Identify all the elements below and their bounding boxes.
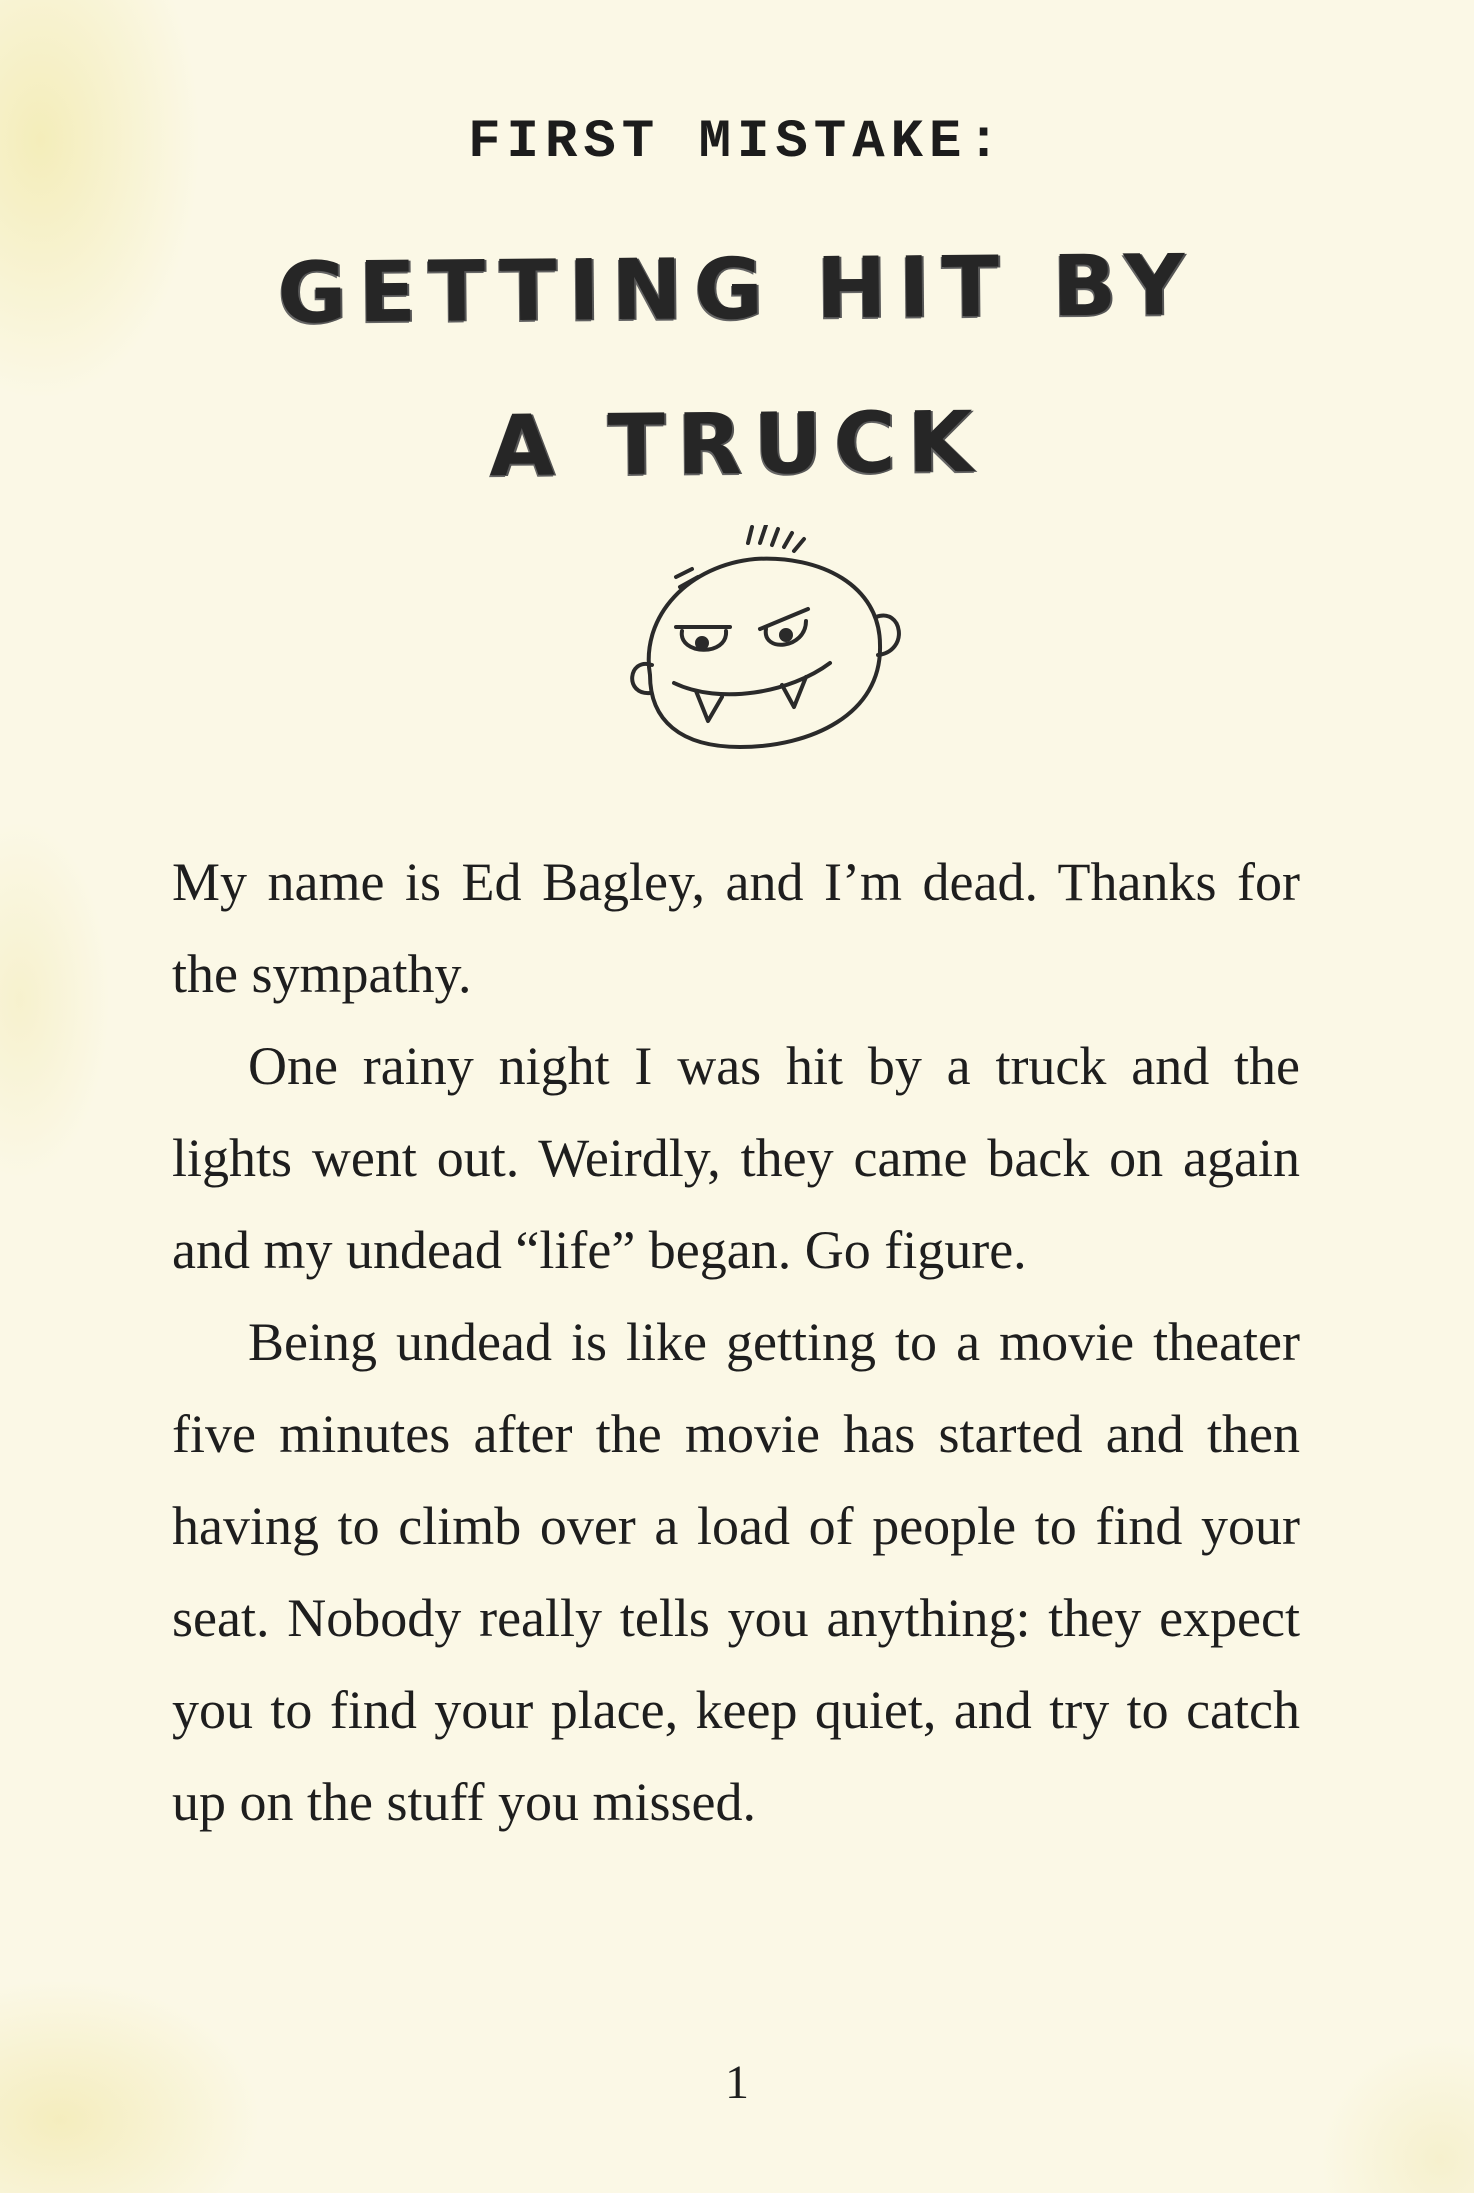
chapter-title-line-1: GETTING HIT BY: [277, 235, 1197, 343]
paragraph: Being undead is like getting to a movie theater five minutes after the movie has started and then having to climb over a load of people to find your seat. Nobody really tells you anything: they expect you to find your place, keep quiet, and try to catch up on the stuff you missed.: [172, 1312, 1300, 1832]
zombie-face-icon: [580, 525, 920, 765]
paragraph: One rainy night I was hit by a truck and the lights went out. Weirdly, they came back on again and my undead “life” began. Go figure.: [172, 1036, 1300, 1280]
paragraph: My name is Ed Bagley, and I’m dead. Thanks for the sympathy.: [172, 852, 1300, 1004]
page-number: 1: [725, 2056, 749, 2109]
chapter-body: [172, 836, 1300, 1848]
chapter-title-line-2: A TRUCK: [488, 392, 986, 496]
chapter-label: FIRST MISTAKE:: [468, 112, 1006, 173]
